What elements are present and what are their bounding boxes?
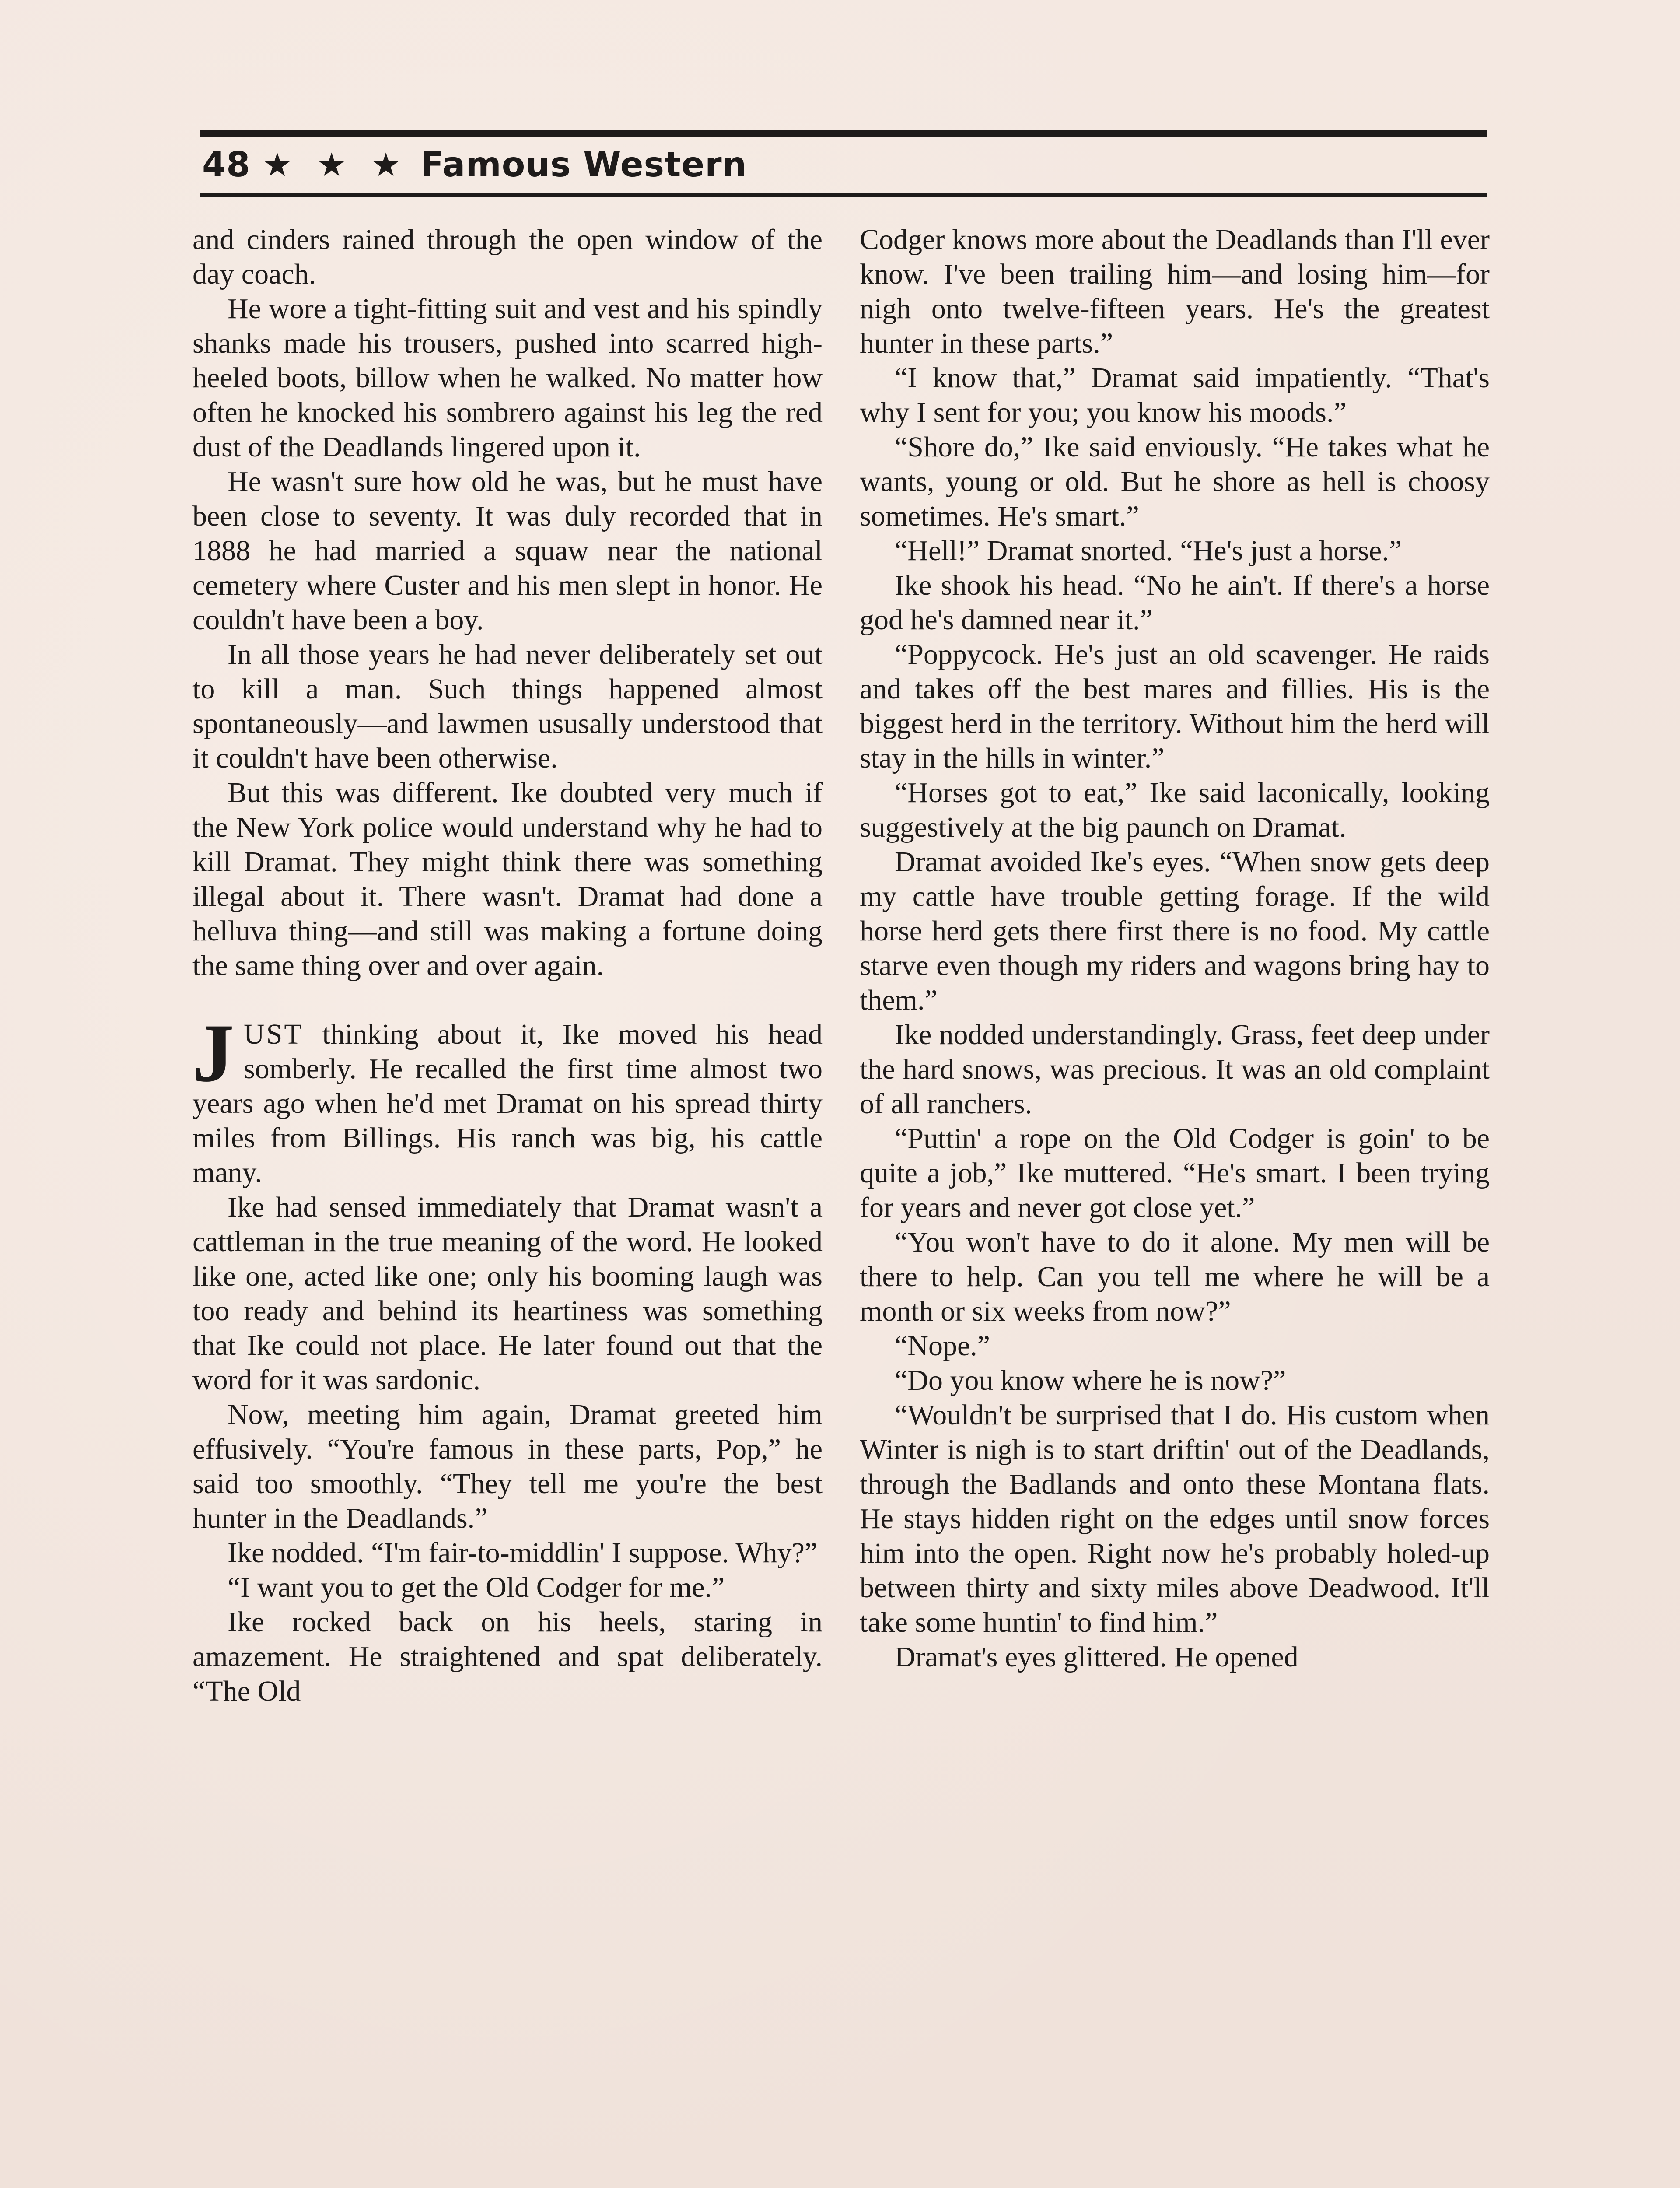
header-bottom-rule — [200, 193, 1487, 197]
header-stars: ★ ★ ★ — [262, 146, 408, 184]
paragraph: “You won't have to do it alone. My men will be there to help. Can you tell me where he will be a month or six weeks from now?” — [860, 1226, 1490, 1327]
dropcap-letter: J — [192, 1007, 234, 1099]
running-header — [202, 141, 747, 189]
paragraph: Dramat avoided Ike's eyes. “When snow gets deep my cattle have trouble getting forage. If the wild horse herd gets there first there is no food. My cattle starve even though my riders and wagons bring hay to them.” — [860, 846, 1490, 1016]
page-number: 48 — [202, 145, 251, 185]
paragraph: “Poppycock. He's just an old scavenger. He raids and takes off the best mares and fillies. His is the biggest herd in the territory. Without him the herd will stay in the hills in winter.” — [860, 638, 1490, 774]
paragraph: and cinders rained through the open window of the day coach. — [192, 224, 822, 290]
paragraph: Ike rocked back on his heels, staring in amazement. He straightened and spat deliberately. “The Old — [192, 1606, 822, 1707]
paragraph: In all those years he had never deliberately set out to kill a man. Such things happened almost spontaneously—and lawmen ususally understood that it couldn't have been otherwise. — [192, 638, 822, 774]
dropcap-paragraph-text: thinking about it, Ike moved his head somberly. He recalled the first time almost two years ago when he'd met Dramat on his spread thirty miles from Billings. His ranch was big, his cattle many. — [192, 1018, 822, 1189]
paragraph: “Horses got to eat,” Ike said laconically, looking suggestively at the big paunch on Dramat. — [860, 777, 1490, 843]
right-column — [860, 222, 1490, 2188]
paragraph: Now, meeting him again, Dramat greeted him effusively. “You're famous in these parts, Pop,” he said too smoothly. “They tell me you're the best hunter in the Deadlands.” — [192, 1399, 822, 1534]
dropcap-paragraph — [192, 1007, 822, 1190]
paragraph: “Puttin' a rope on the Old Codger is goin' to be quite a job,” Ike muttered. “He's smart. I been trying for years and never got close yet.” — [860, 1122, 1490, 1224]
dropcap-small-caps: UST — [244, 1018, 304, 1050]
paragraph: Dramat's eyes glittered. He opened — [895, 1641, 1298, 1673]
paragraph: Ike nodded. “I'm fair-to-middlin' I suppose. Why?” — [228, 1537, 818, 1569]
paragraph: Codger knows more about the Deadlands than I'll ever know. I've been trailing him—and losing him—for nigh onto twelve-fifteen years. He's the greatest hunter in these parts.” — [860, 224, 1490, 359]
paragraph: “I want you to get the Old Codger for me.” — [228, 1571, 725, 1603]
paragraph: “Do you know where he is now?” — [895, 1364, 1286, 1396]
paragraph: Ike shook his head. “No he ain't. If there's a horse god he's damned near it.” — [860, 569, 1490, 636]
header-top-rule — [200, 130, 1487, 137]
paragraph: “Shore do,” Ike said enviously. “He takes what he wants, young or old. But he shore as hell is choosy sometimes. He's smart.” — [860, 431, 1490, 532]
paragraph: He wasn't sure how old he was, but he must have been close to seventy. It was duly recorded that in 1888 he had married a squaw near the national cemetery where Custer and his men slept in honor. He couldn't have been a boy. — [192, 466, 822, 636]
paragraph: Ike had sensed immediately that Dramat wasn't a cattleman in the true meaning of the word. He looked like one, acted like one; only his booming laugh was too ready and behind its heartiness was something that Ike could not place. He later found out that the word for it was sardonic. — [192, 1191, 822, 1396]
paragraph: He wore a tight-fitting suit and vest and his spindly shanks made his trousers, pushed into scarred high-heeled boots, billow when he walked. No matter how often he knocked his sombrero against his leg the red dust of the Deadlands lingered upon it. — [192, 293, 822, 463]
paragraph: “I know that,” Dramat said impatiently. “That's why I sent for you; you know his moods.” — [860, 362, 1490, 428]
left-column — [192, 222, 822, 2188]
paragraph: “Wouldn't be surprised that I do. His custom when Winter is nigh is to start driftin' out of the Deadlands, through the Badlands and onto these Montana flats. He stays hidden right on the edges until snow forces him into the open. Right now he's probably holed-up between thirty and sixty miles above Deadwood. It'll take some huntin' to find him.” — [860, 1399, 1490, 1638]
publication-title: Famous Western — [420, 145, 747, 185]
paragraph: Ike nodded understandingly. Grass, feet deep under the hard snows, was precious. It was an old complaint of all ranchers. — [860, 1019, 1490, 1120]
paragraph: “Nope.” — [895, 1330, 990, 1362]
paragraph: “Hell!” Dramat snorted. “He's just a horse.” — [895, 535, 1402, 567]
paragraph: But this was different. Ike doubted very much if the New York police would understand why he had to kill Dramat. They might think there was something illegal about it. There wasn't. Dramat had done a helluva thing—and still was making a fortune doing the same thing over and over again. — [192, 777, 822, 982]
